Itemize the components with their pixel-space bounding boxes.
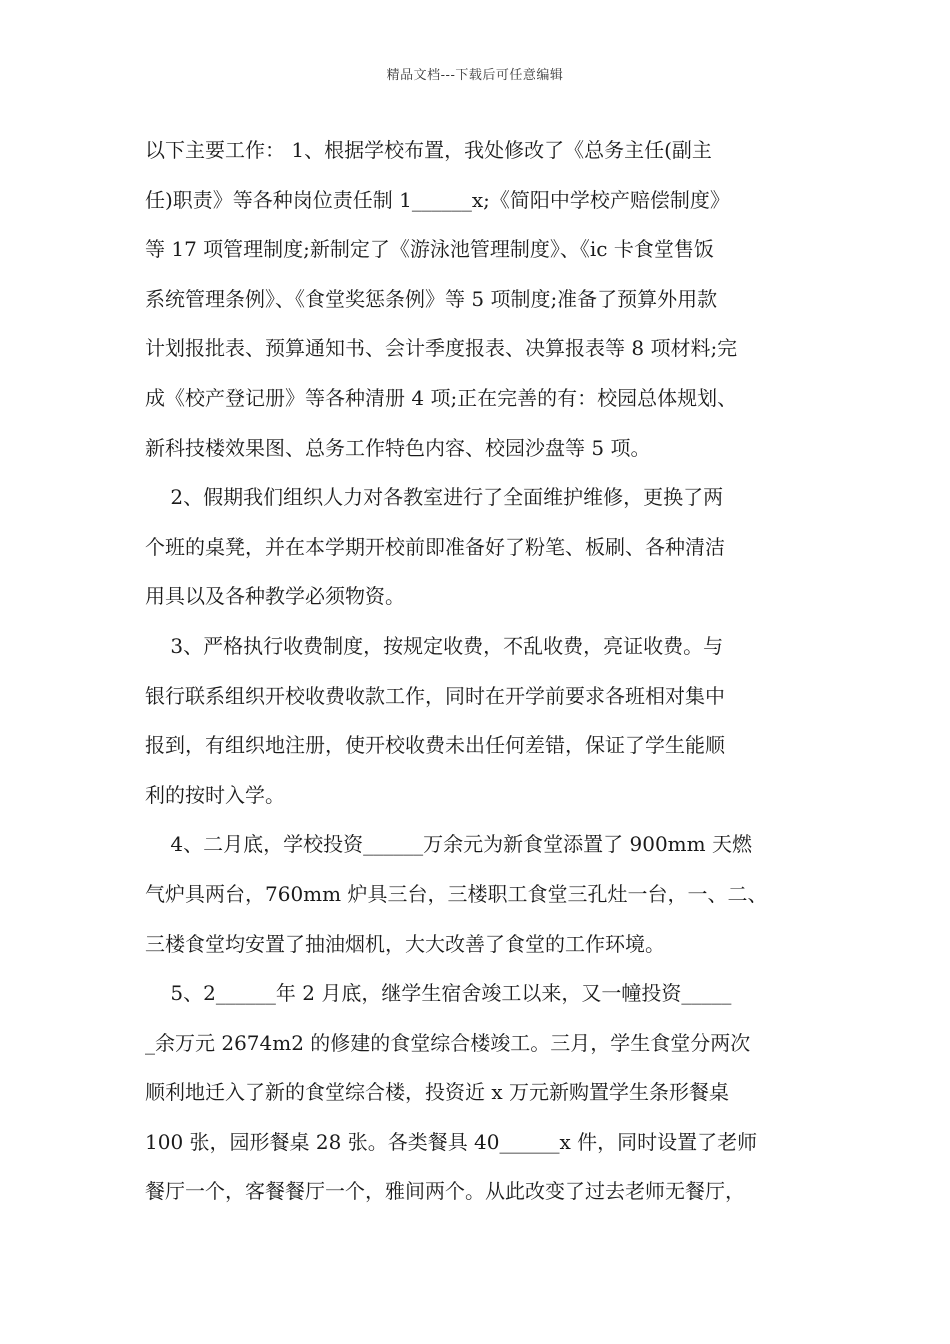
text-line: 餐厅一个，客餐餐厅一个，雅间两个。从此改变了过去老师无餐厅，	[145, 1179, 745, 1204]
text-line: 气炉具两台，760mm 炉具三台，三楼职工食堂三孔灶一台，一、二、	[145, 881, 768, 906]
text-line: 2、假期我们组织人力对各教室进行了全面维护维修，更换了两	[145, 485, 724, 510]
document-body	[145, 128, 825, 1219]
text-line: 以下主要工作： 1、根据学校布置，我处修改了《总务主任(副主	[145, 138, 712, 162]
text-line: 等 17 项管理制度;新制定了《游泳池管理制度》、《ic 卡食堂售饭	[145, 237, 714, 262]
text-line: 新科技楼效果图、总务工作特色内容、校园沙盘等 5 项。	[145, 435, 651, 460]
text-line: 报到，有组织地注册，使开校收费未出任何差错，保证了学生能顺	[145, 733, 725, 758]
text-line: 计划报批表、预算通知书、会计季度报表、决算报表等 8 项材料;完	[145, 336, 738, 361]
text-line: 三楼食堂均安置了抽油烟机，大大改善了食堂的工作环境。	[145, 931, 665, 956]
text-line: 3、严格执行收费制度，按规定收费，不乱收费，亮证收费。与	[145, 633, 724, 658]
text-line: 5、2______年 2 月底，继学生宿舍竣工以来，又一幢投资_____	[145, 981, 732, 1006]
text-line: _余万元 2674m2 的修建的食堂综合楼竣工。三月，学生食堂分两次	[145, 1030, 751, 1055]
text-line: 用具以及各种教学必须物资。	[145, 584, 405, 609]
text-line: 利的按时入学。	[145, 782, 285, 807]
text-line: 个班的桌凳，并在本学期开校前即准备好了粉笔、板刷、各种清洁	[145, 534, 725, 559]
text-line: 系统管理条例》、《食堂奖惩条例》等 5 项制度;准备了预算外用款	[145, 286, 718, 311]
text-line: 100 张，园形餐桌 28 张。各类餐具 40______x 件，同时设置了老师	[145, 1129, 758, 1154]
text-line: 4、二月底，学校投资______万余元为新食堂添置了 900mm 天燃	[145, 832, 752, 857]
page-header: 精品文档---下载后可任意编辑	[386, 68, 564, 83]
text-line: 任)职责》等各种岗位责任制 1______x;《简阳中学校产赔偿制度》	[145, 187, 730, 212]
text-line: 银行联系组织开校收费收款工作，同时在开学前要求各班相对集中	[145, 683, 725, 708]
text-line: 成《校产登记册》等各种清册 4 项;正在完善的有：校园总体规划、	[145, 385, 738, 410]
text-line: 顺利地迁入了新的食堂综合楼，投资近 x 万元新购置学生条形餐桌	[145, 1080, 729, 1105]
